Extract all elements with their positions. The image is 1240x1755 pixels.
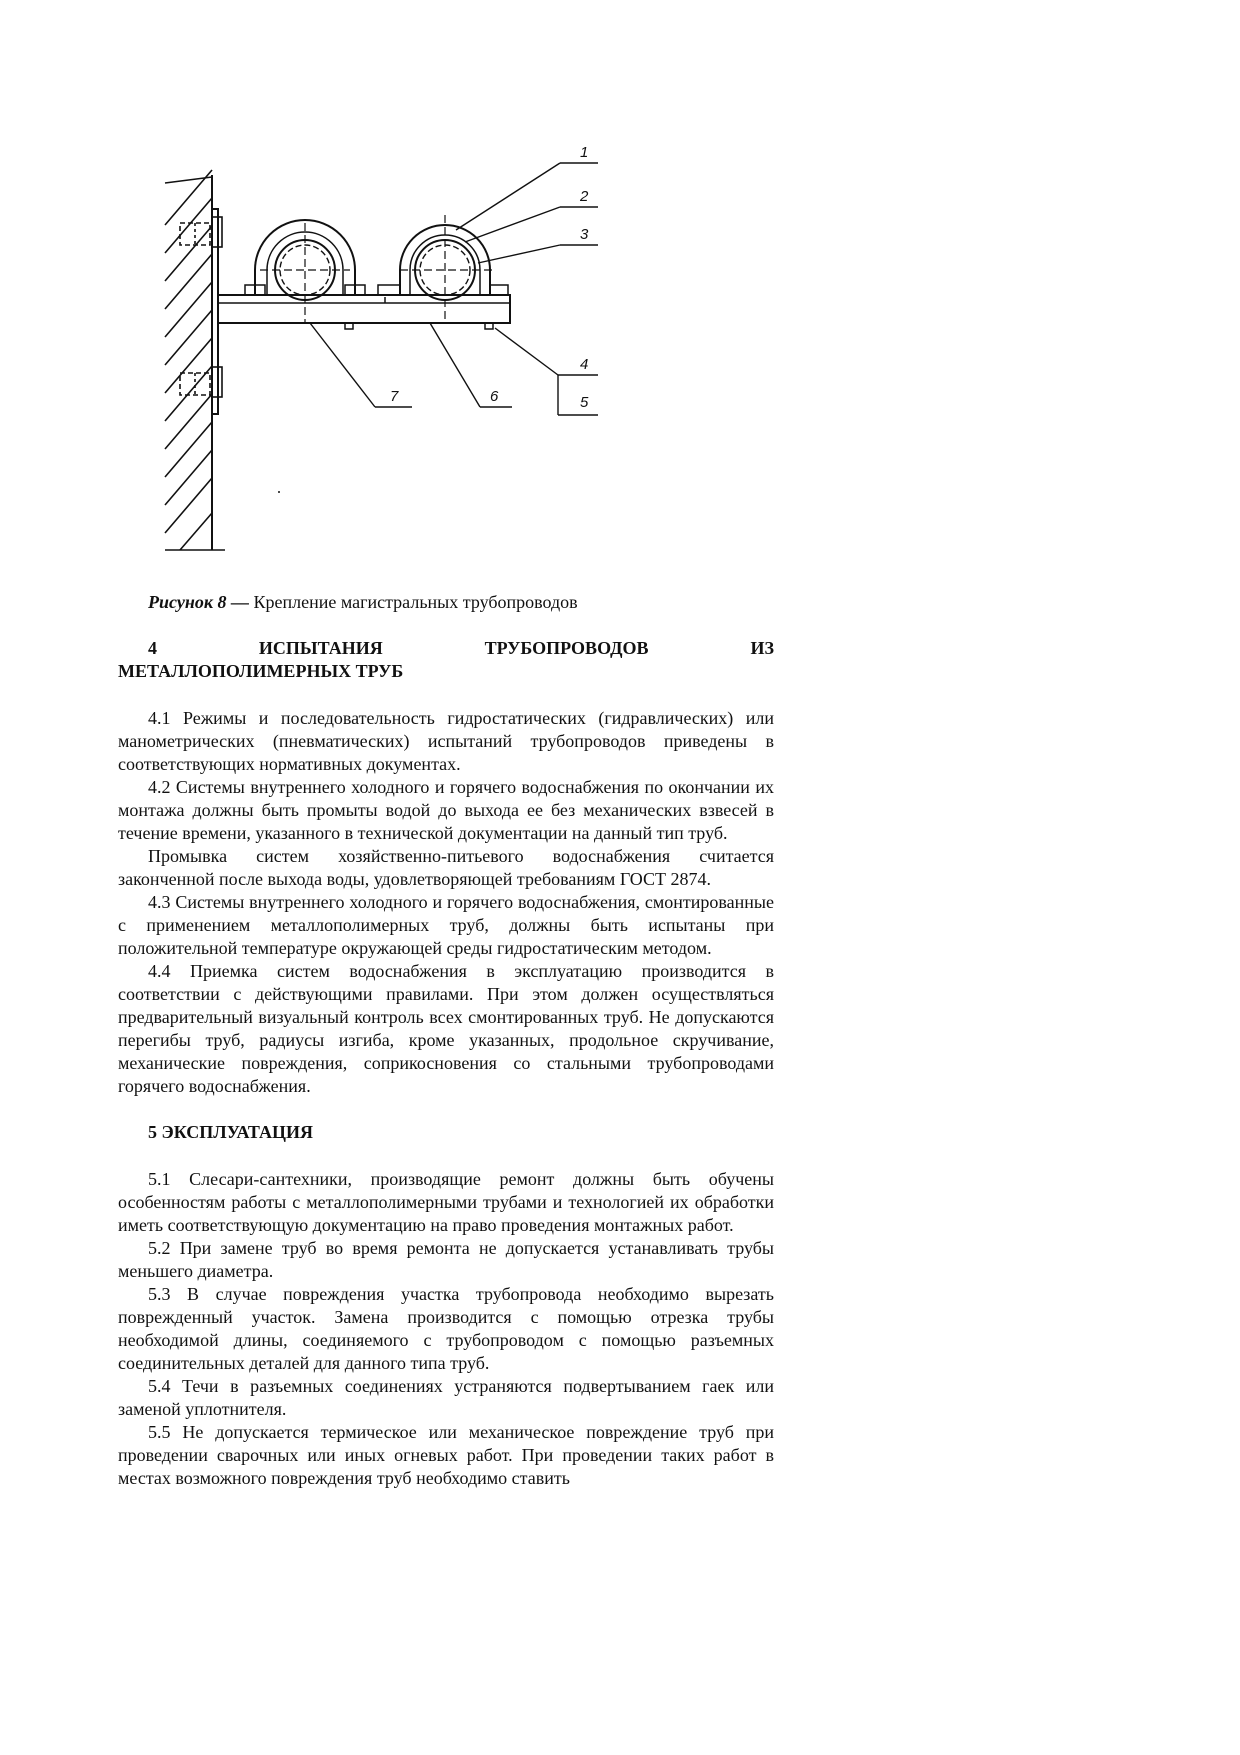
paragraph-5-1: 5.1 Слесари-сантехники, производящие ремонт должны быть обучены особенностям работы с металлополимерными трубами и технологией их обработки иметь соответствующую документацию на право проведения монтажных работ.	[118, 1169, 774, 1235]
paragraph-4-1: 4.1 Режимы и последовательность гидростатических (гидравлических) или манометрических (пневматических) испытаний трубопроводов приведены в соответствующих нормативных документах.	[118, 708, 774, 774]
bracket-beam	[218, 295, 510, 323]
section-4-heading-line1: 4 ИСПЫТАНИЯ ТРУБОПРОВОДОВ ИЗ	[148, 638, 774, 658]
pipe-clamp-right	[378, 215, 508, 323]
figure-caption	[148, 590, 578, 614]
anchor-bolt-lower	[180, 367, 222, 397]
figure-label-2: 2	[580, 188, 589, 205]
caption-lead: Рисунок 8	[148, 592, 227, 612]
figure-label-5: 5	[580, 394, 589, 411]
figure-label-4: 4	[580, 356, 589, 373]
caption-text: Крепление магистральных трубопроводов	[253, 592, 578, 612]
paragraph-5-4: 5.4 Течи в разъемных соединениях устраняются подвертыванием гаек или заменой уплотнителя.	[118, 1376, 774, 1419]
bracket-bolts	[345, 297, 493, 329]
document-body	[118, 637, 774, 1490]
wall-hatching	[165, 170, 212, 550]
pipe-mounting-drawing	[150, 145, 690, 565]
pipe-clamp-left	[245, 220, 365, 323]
figure-label-7: 7	[390, 388, 399, 405]
figure-label-3: 3	[580, 226, 589, 243]
paragraph-4-3: 4.3 Системы внутреннего холодного и горячего водоснабжения, смонтированные с применением металлополимерных труб, должны быть испытаны при положительной температуре окружающей среды гидростатическим методом.	[118, 892, 774, 958]
anchor-bolt-upper	[180, 217, 222, 247]
paragraph-4-2-flushing: Промывка систем хозяйственно-питьевого водоснабжения считается законченной после выхода воды, удовлетворяющей требованиям ГОСТ 2874.	[118, 846, 774, 889]
leader-lines	[310, 163, 598, 415]
pipe-mounting-figure	[150, 145, 690, 565]
section-4-heading-line2: МЕТАЛЛОПОЛИМЕРНЫХ ТРУБ	[118, 661, 404, 681]
caption-dash: —	[226, 592, 254, 612]
figure-label-1: 1	[580, 145, 589, 161]
paragraph-4-4: 4.4 Приемка систем водоснабжения в эксплуатацию производится в соответствии с действующими правилами. При этом должен осуществляться предварительный визуальный контроль всех смонтированных труб. Не допускаются перегибы труб, радиусы изгиба, кроме указанных, продольное скручивание, механические повреждения, соприкосновения со стальными трубопроводами горячего водоснабжения.	[118, 961, 774, 1096]
paragraph-5-5: 5.5 Не допускается термическое или механическое повреждение труб при проведении сварочных или иных огневых работ. При проведении таких работ в местах возможного повреждения труб необходимо ставить	[118, 1422, 774, 1488]
paragraph-5-3: 5.3 В случае повреждения участка трубопровода необходимо вырезать поврежденный участок. Замена производится с помощью отрезка трубы необходимой длины, соединяемого с трубопроводом с помощью разъемных соединительных деталей для данного типа труб.	[118, 1284, 774, 1373]
section-5-heading: 5 ЭКСПЛУАТАЦИЯ	[148, 1122, 314, 1142]
paragraph-4-2: 4.2 Системы внутреннего холодного и горячего водоснабжения по окончании их монтажа должны быть промыты водой до выхода ее без механических взвесей в течение времени, указанного в технической документации на данный тип труб.	[118, 777, 774, 843]
paragraph-5-2: 5.2 При замене труб во время ремонта не допускается устанавливать трубы меньшего диаметра.	[118, 1238, 774, 1281]
figure-label-6: 6	[490, 388, 499, 405]
